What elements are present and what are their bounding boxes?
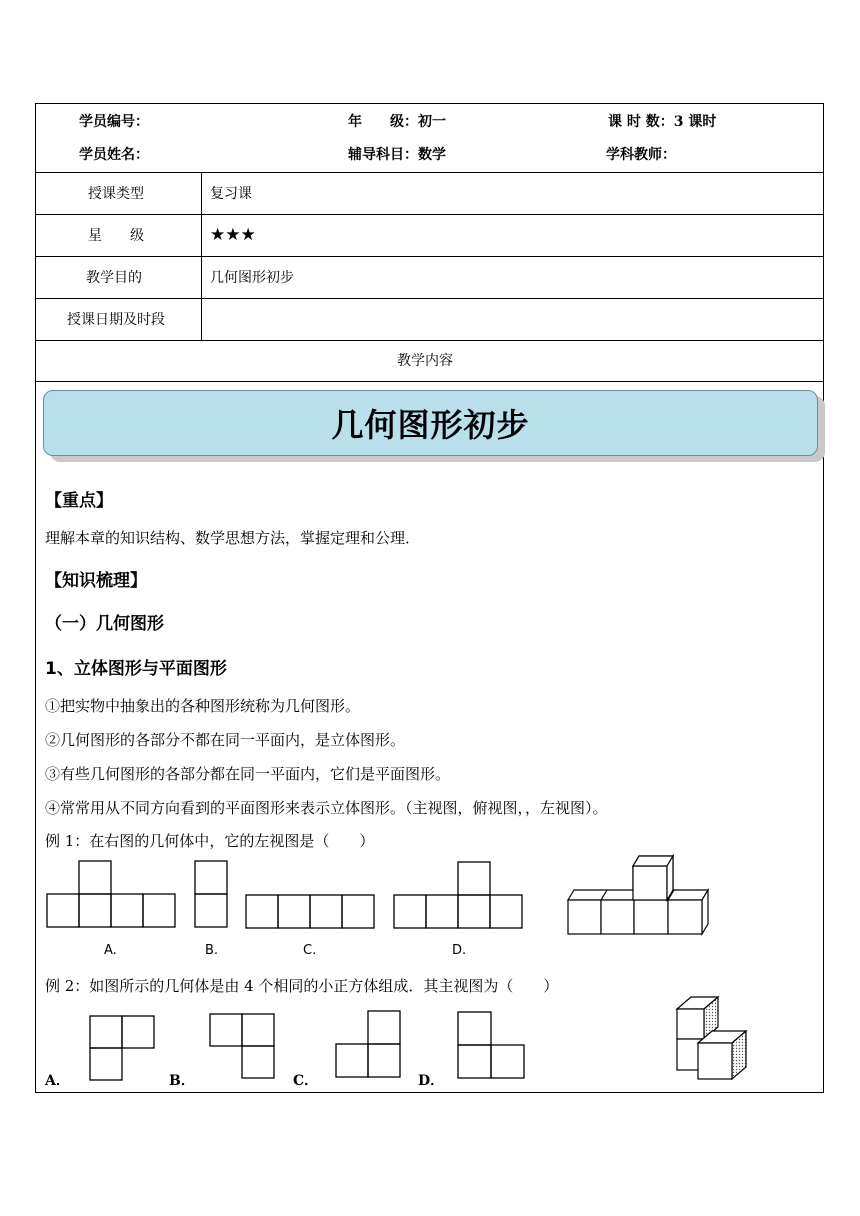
example1-option-a-label: A. bbox=[104, 943, 117, 958]
key-point-text: 理解本章的知识结构、数学思想方法，掌握定理和公理． bbox=[45, 529, 421, 547]
example2-option-a-figure bbox=[88, 1013, 158, 1083]
example1-option-d-figure bbox=[392, 860, 526, 932]
example1-option-c-label: C. bbox=[303, 943, 317, 958]
table-column-divider bbox=[201, 172, 202, 340]
section-heading: （一）几何图形 bbox=[45, 614, 164, 634]
table-divider bbox=[35, 340, 824, 341]
table-divider bbox=[35, 298, 824, 299]
grade-label: 年 级：初一 bbox=[348, 114, 446, 130]
example2-question: 例 2：如图所示的几何体是由 4 个相同的小正方体组成．其主视图为（ ） bbox=[45, 977, 559, 995]
example2-option-c-figure bbox=[334, 1009, 404, 1081]
info-label-date: 授课日期及时段 bbox=[67, 312, 165, 328]
example2-option-d-figure bbox=[456, 1010, 528, 1082]
subject-label: 辅导科目：数学 bbox=[348, 147, 446, 163]
student-id-label: 学员编号： bbox=[79, 114, 149, 130]
info-label-goal: 教学目的 bbox=[86, 270, 142, 286]
example1-option-b-figure bbox=[192, 858, 232, 930]
point-3: ③有些几何图形的各部分都在同一平面内，它们是平面图形。 bbox=[45, 765, 451, 783]
content-header: 教学内容 bbox=[397, 353, 453, 369]
banner-title: 几何图形初步 bbox=[331, 406, 530, 444]
example2-option-d-label: D． bbox=[418, 1073, 445, 1089]
example2-option-b-label: B． bbox=[169, 1073, 195, 1089]
example2-option-b-figure bbox=[208, 1011, 278, 1081]
info-value-type: 复习课 bbox=[210, 186, 252, 202]
info-value-goal: 几何图形初步 bbox=[210, 270, 294, 286]
example1-solid-figure bbox=[565, 852, 715, 938]
student-name-label: 学员姓名： bbox=[79, 147, 149, 163]
example1-option-b-label: B. bbox=[205, 943, 219, 958]
example2-option-c-label: C． bbox=[293, 1073, 319, 1089]
example2-option-a-label: A． bbox=[45, 1073, 70, 1089]
example1-option-c-figure bbox=[244, 893, 378, 931]
info-label-stars: 星 级 bbox=[88, 228, 144, 244]
point-1: ①把实物中抽象出的各种图形统称为几何图形。 bbox=[45, 697, 361, 715]
example1-question: 例 1：在右图的几何体中，它的左视图是（ ） bbox=[45, 832, 375, 850]
teacher-label: 学科教师： bbox=[606, 147, 676, 163]
example1-option-d-label: D. bbox=[452, 943, 467, 958]
point-2: ②几何图形的各部分不都在同一平面内，是立体图形。 bbox=[45, 731, 406, 749]
example2-solid-figure bbox=[672, 993, 756, 1083]
subsection-heading: 1、立体图形与平面图形 bbox=[45, 659, 227, 679]
point-4: ④常常用从不同方向看到的平面图形来表示立体图形。（主视图，俯视图，，左视图）。 bbox=[45, 799, 608, 817]
table-divider bbox=[35, 172, 824, 173]
star-rating: ★★★ bbox=[210, 225, 256, 245]
lesson-table bbox=[35, 103, 824, 1093]
info-label-type: 授课类型 bbox=[88, 186, 144, 202]
hours-label: 课 时 数：3 课时 bbox=[608, 114, 717, 130]
table-divider bbox=[35, 381, 824, 382]
table-divider bbox=[35, 214, 824, 215]
table-divider bbox=[35, 256, 824, 257]
example1-option-a-figure bbox=[46, 858, 180, 930]
knowledge-heading: 【知识梳理】 bbox=[45, 571, 147, 591]
key-point-heading: 【重点】 bbox=[45, 491, 113, 511]
title-banner bbox=[43, 390, 818, 456]
